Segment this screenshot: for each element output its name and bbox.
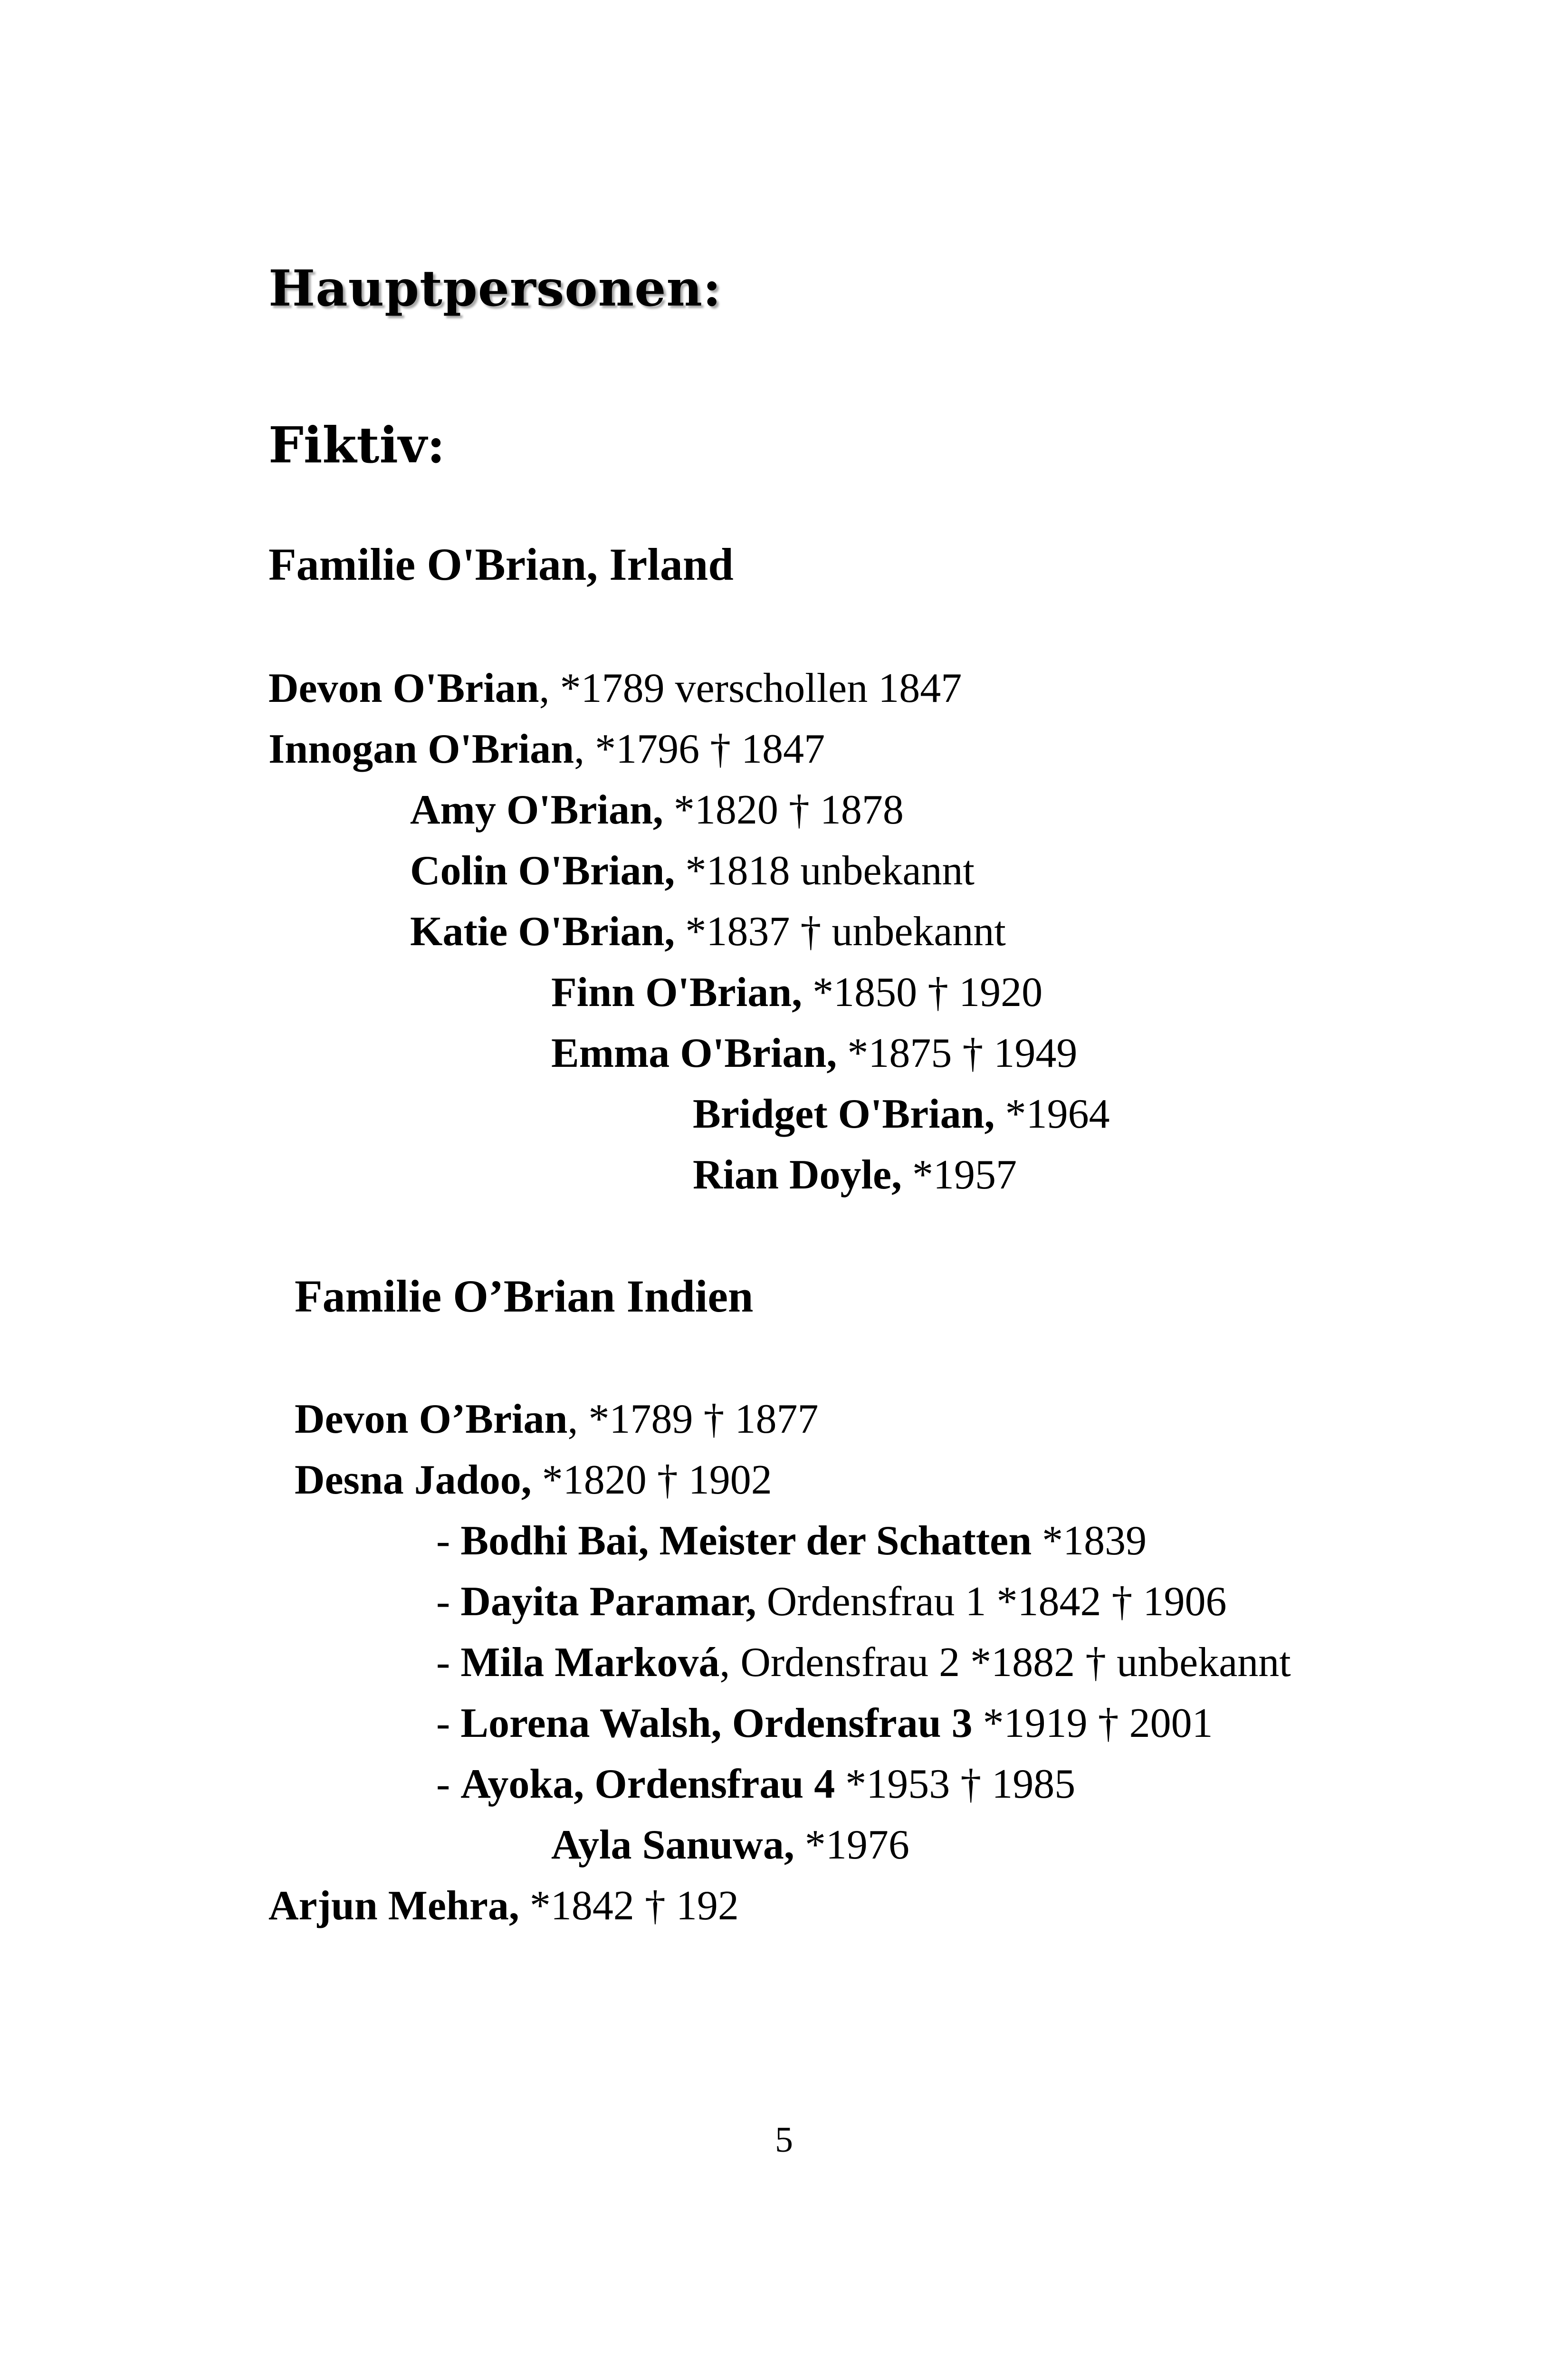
list-item: [410, 789, 904, 831]
list-item: [410, 911, 1006, 953]
list-item: [436, 1639, 1291, 1686]
list-item: [551, 1824, 909, 1866]
person-name: Colin O'Brian,: [410, 848, 675, 894]
person-dates: *1875 † 1949: [837, 1030, 1078, 1076]
list-item: [551, 969, 1043, 1016]
person-dates: *1837 † unbekannt: [675, 909, 1006, 955]
person-dates: *1953 † 1985: [835, 1761, 1076, 1807]
list-item: [551, 1030, 1078, 1076]
list-item: [436, 1700, 1213, 1746]
page-number: 5: [775, 2120, 793, 2160]
list-dash: -: [436, 1761, 461, 1807]
person-name: Devon O’Brian: [295, 1396, 568, 1442]
person-name: Ayla Sanuwa,: [551, 1822, 794, 1868]
person-name: Innogan O'Brian: [268, 726, 574, 772]
list-dash: -: [436, 1700, 461, 1746]
list-item: [436, 1520, 1147, 1562]
person-name: Bodhi Bai, Meister der Schatten: [460, 1518, 1032, 1564]
list-item: [693, 1154, 1017, 1196]
person-dates: *1850 † 1920: [802, 969, 1043, 1016]
person-dates: *1976: [794, 1822, 909, 1868]
person-dates: , Ordensfrau 2 *1882 † unbekannt: [719, 1639, 1291, 1686]
person-dates: *1964: [994, 1091, 1110, 1137]
list-item: [268, 728, 825, 770]
person-name: Arjun Mehra,: [268, 1883, 519, 1929]
person-dates: *1839: [1032, 1518, 1147, 1564]
person-name: Mila Marková: [460, 1639, 720, 1686]
family-heading-indien: Familie O’Brian Indien: [295, 1271, 754, 1322]
list-item: [693, 1093, 1110, 1135]
person-dates: *1919 † 2001: [972, 1700, 1213, 1746]
list-item: [295, 1396, 819, 1442]
list-item: [268, 1885, 739, 1927]
person-name: Lorena Walsh, Ordensfrau 3: [460, 1700, 973, 1746]
person-dates: , *1789 † 1877: [567, 1396, 819, 1442]
person-name: Amy O'Brian,: [410, 787, 663, 833]
person-name: Desna Jadoo,: [295, 1457, 532, 1503]
person-name: Rian Doyle,: [693, 1152, 902, 1198]
person-dates: *1957: [902, 1152, 1017, 1198]
person-dates: *1820 † 1878: [663, 787, 904, 833]
page-title: Hauptpersonen:: [268, 259, 722, 317]
list-item: [436, 1581, 1227, 1623]
person-name: Emma O'Brian,: [551, 1030, 837, 1076]
person-dates: *1842 † 192: [519, 1883, 739, 1929]
section-title: Fiktiv:: [268, 416, 445, 474]
list-item: [295, 1459, 772, 1501]
person-dates: Ordensfrau 1 *1842 † 1906: [756, 1579, 1227, 1625]
person-name: Finn O'Brian,: [551, 969, 803, 1016]
list-item: [268, 665, 962, 711]
person-dates: , *1789 verschollen 1847: [539, 665, 962, 711]
family-heading-irland: Familie O'Brian, Irland: [268, 539, 734, 590]
person-name: Katie O'Brian,: [410, 909, 675, 955]
person-name: Ayoka, Ordensfrau 4: [460, 1761, 835, 1807]
list-dash: -: [436, 1639, 461, 1686]
list-item: [436, 1763, 1075, 1805]
person-dates: *1820 † 1902: [531, 1457, 772, 1503]
person-name: Bridget O'Brian,: [693, 1091, 995, 1137]
person-name: Dayita Paramar,: [460, 1579, 756, 1625]
person-dates: , *1796 † 1847: [574, 726, 825, 772]
list-dash: -: [436, 1518, 461, 1564]
list-item: [410, 850, 975, 892]
person-dates: *1818 unbekannt: [675, 848, 975, 894]
list-dash: -: [436, 1579, 461, 1625]
person-name: Devon O'Brian: [268, 665, 539, 711]
